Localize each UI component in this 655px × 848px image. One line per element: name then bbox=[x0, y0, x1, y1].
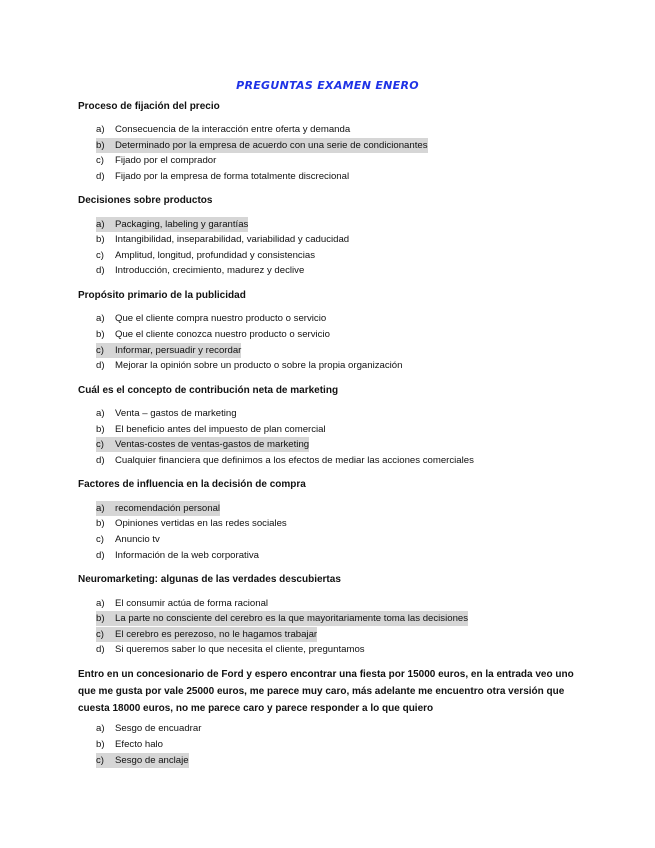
answer-option: c) Amplitud, longitud, profundidad y consistencias bbox=[96, 250, 315, 261]
answer-option: d) Información de la web corporativa bbox=[96, 550, 259, 561]
question-1: Proceso de fijación del precio bbox=[78, 101, 220, 112]
answer-option: d) Si queremos saber lo que necesita el cliente, preguntamos bbox=[96, 644, 365, 655]
answer-option: a) Sesgo de encuadrar bbox=[96, 723, 202, 734]
question-2: Decisiones sobre productos bbox=[78, 195, 213, 206]
answer-option: b) Opiniones vertidas en las redes sociales bbox=[96, 518, 287, 529]
page-title: PREGUNTAS EXAMEN ENERO bbox=[236, 79, 419, 92]
answer-option: a) Venta – gastos de marketing bbox=[96, 408, 237, 419]
answer-option: b) El beneficio antes del impuesto de plan comercial bbox=[96, 424, 326, 435]
answer-option: a) El consumir actúa de forma racional bbox=[96, 598, 269, 609]
answer-option: d) Introducción, crecimiento, madurez y declive bbox=[96, 265, 305, 276]
answer-option: d) Fijado por la empresa de forma totalmente discrecional bbox=[96, 171, 350, 182]
question-7: Entro en un concesionario de Ford y espero encontrar una fiesta por 15000 euros, en la entrada veo uno que me gusta por vale 25000 euros, me parece muy caro, más adelante me encuentro otra versión que cuesta 18000 euros, no me parece caro y parece responder a lo que quiero bbox=[78, 669, 574, 714]
answer-option: b) Que el cliente conozca nuestro producto o servicio bbox=[96, 329, 330, 340]
answer-option: b) Intangibilidad, inseparabilidad, variabilidad y caducidad bbox=[96, 234, 350, 245]
answer-option-highlighted: b) La parte no consciente del cerebro es la que mayoritariamente toma las decisiones bbox=[96, 613, 469, 624]
answer-option-highlighted: a) Packaging, labeling y garantías bbox=[96, 219, 249, 230]
answer-option: d) Mejorar la opinión sobre un producto o sobre la propia organización bbox=[96, 360, 403, 371]
answer-option-highlighted: c) Sesgo de anclaje bbox=[96, 755, 189, 766]
question-3: Propósito primario de la publicidad bbox=[78, 290, 246, 301]
answer-option-highlighted: c) El cerebro es perezoso, no le hagamos trabajar bbox=[96, 629, 318, 640]
answer-option-highlighted: b) Determinado por la empresa de acuerdo con una serie de condicionantes bbox=[96, 140, 428, 151]
question-6: Neuromarketing: algunas de las verdades descubiertas bbox=[78, 574, 341, 585]
answer-option-highlighted: c) Ventas-costes de ventas-gastos de marketing bbox=[96, 439, 310, 450]
answer-option: d) Cualquier financiera que definimos a los efectos de mediar las acciones comerciales bbox=[96, 455, 474, 466]
answer-option: a) Que el cliente compra nuestro producto o servicio bbox=[96, 313, 327, 324]
answer-option: a) Consecuencia de la interacción entre oferta y demanda bbox=[96, 124, 351, 135]
answer-option: c) Fijado por el comprador bbox=[96, 155, 217, 166]
question-4: Cuál es el concepto de contribución neta de marketing bbox=[78, 385, 339, 396]
answer-option: c) Anuncio tv bbox=[96, 534, 160, 545]
answer-option-highlighted: c) Informar, persuadir y recordar bbox=[96, 345, 242, 356]
answer-option-highlighted: a) recomendación personal bbox=[96, 503, 221, 514]
question-5: Factores de influencia en la decisión de compra bbox=[78, 479, 306, 490]
answer-option: b) Efecto halo bbox=[96, 739, 164, 750]
